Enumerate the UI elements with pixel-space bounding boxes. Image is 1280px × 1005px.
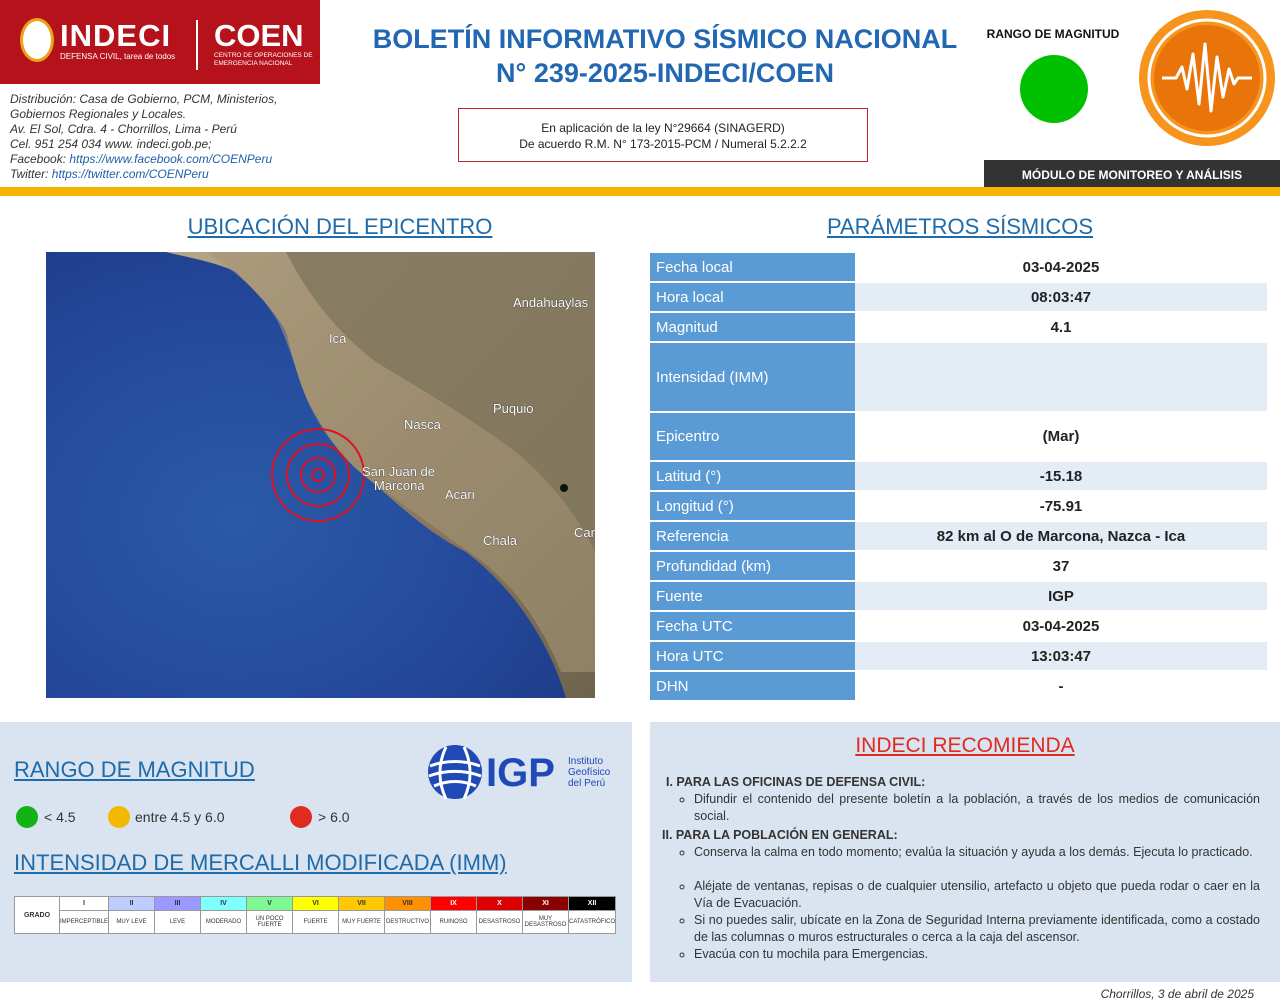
parameters-section-title: PARÁMETROS SÍSMICOS <box>826 214 1094 239</box>
param-value: - <box>855 672 1267 700</box>
map-marker <box>560 484 568 492</box>
contact-line: Av. El Sol, Cdra. 4 - Chorrillos, Lima - Perú <box>10 122 237 136</box>
header-divider-bar <box>0 187 1280 196</box>
table-row <box>650 612 1267 640</box>
param-value: 13:03:47 <box>855 642 1267 670</box>
list-item: ◦ Difundir el contenido del presente boletín a la población, a través de los medios de comunicación social. <box>694 791 1260 825</box>
table-row <box>650 582 1267 610</box>
map-label: Nasca <box>404 417 441 432</box>
list-item: ◦ Conserva la calma en todo momento; evalúa la situación y ayuda a los demás. Ejecuta lo practicado. <box>694 844 1260 861</box>
legend-dot-yellow <box>108 806 130 828</box>
table-row <box>650 492 1267 520</box>
map-label: Marcona <box>374 478 425 493</box>
param-value: -15.18 <box>855 462 1267 490</box>
mercalli-roman: XI <box>523 897 569 911</box>
bulletin-title: BOLETÍN INFORMATIVO SÍSMICO NACIONAL <box>372 24 958 54</box>
mercalli-roman: V <box>247 897 293 911</box>
facebook-link[interactable]: https://www.facebook.com/COENPeru <box>69 152 273 166</box>
mercalli-roman: VI <box>293 897 339 911</box>
table-row <box>650 413 1267 460</box>
igp-sub: del Perú <box>568 778 606 789</box>
param-value: 37 <box>855 552 1267 580</box>
igp-sub: Geofísico <box>568 767 611 778</box>
epicenter-map <box>46 252 595 698</box>
logo-indeci-tagline: DEFENSA CIVIL, tarea de todos <box>60 52 176 61</box>
map-label: Andahuaylas <box>513 295 589 310</box>
mercalli-name: IMPERCEPTIBLE <box>60 911 109 934</box>
param-label: Longitud (°) <box>650 492 855 520</box>
table-row <box>650 522 1267 550</box>
param-value <box>855 343 1267 411</box>
param-label: Fecha local <box>650 253 855 281</box>
law-line: En aplicación de la ley N°29664 (SINAGERD) <box>541 121 785 135</box>
table-row <box>650 253 1267 281</box>
param-label: Fecha UTC <box>650 612 855 640</box>
magnitude-range-label: RANGO DE MAGNITUD <box>986 27 1120 41</box>
table-row <box>650 672 1267 700</box>
legend-label: < 4.5 <box>44 809 76 825</box>
map-label: Puquio <box>493 401 534 416</box>
table-row <box>650 283 1267 311</box>
mercalli-name-row <box>15 911 616 934</box>
legend-label: entre 4.5 y 6.0 <box>135 809 225 825</box>
param-value: 03-04-2025 <box>855 253 1267 281</box>
mercalli-roman: IX <box>431 897 477 911</box>
law-reference-box <box>458 108 868 162</box>
param-label: Intensidad (IMM) <box>650 343 855 411</box>
rec-section2-items <box>662 844 1260 963</box>
mercalli-name: MODERADO <box>201 911 247 934</box>
mercalli-title: INTENSIDAD DE MERCALLI MODIFICADA (IMM) <box>14 850 507 875</box>
logo-divider <box>196 20 198 70</box>
monitoring-module-banner: MÓDULO DE MONITOREO Y ANÁLISIS <box>984 160 1280 188</box>
igp-logo <box>426 744 616 802</box>
grado-label: GRADO <box>15 897 60 934</box>
param-label: Magnitud <box>650 313 855 341</box>
rec-section1-items <box>662 791 1260 825</box>
footer-date: Chorrillos, 3 de abril de 2025 <box>1100 987 1254 1001</box>
param-label: Hora local <box>650 283 855 311</box>
rec-section-title: II. PARA LA POBLACIÓN EN GENERAL: <box>662 828 898 842</box>
seismic-parameters-table <box>650 251 1267 702</box>
twitter-line <box>10 167 310 182</box>
param-value: 4.1 <box>855 313 1267 341</box>
mercalli-name: MUY FUERTE <box>339 911 385 934</box>
map-label: Car <box>574 525 595 540</box>
map-label: San Juan de <box>362 464 436 479</box>
epicenter-section-title: UBICACIÓN DEL EPICENTRO <box>187 214 493 239</box>
twitter-label: Twitter: <box>10 167 52 181</box>
mercalli-name: MUY LEVE <box>109 911 155 934</box>
mercalli-name: CATASTRÓFICO <box>569 911 616 934</box>
logo-indeci-text: INDECI <box>60 18 172 53</box>
table-row <box>650 313 1267 341</box>
legend-dot-red <box>290 806 312 828</box>
contact-line: Distribución: Casa de Gobierno, PCM, Ministerios, <box>10 92 278 106</box>
mercalli-name: MUY DESASTROSO <box>523 911 569 934</box>
logo-coen-tagline: CENTRO DE OPERACIONES DE EMERGENCIA NACIONAL <box>214 52 313 67</box>
magnitude-range-title: RANGO DE MAGNITUD <box>14 757 255 782</box>
contact-line: Cel. 951 254 034 www. indeci.gob.pe; <box>10 137 212 151</box>
mercalli-scale-table <box>14 896 616 934</box>
param-value: 03-04-2025 <box>855 612 1267 640</box>
rec-section-title: I. PARA LAS OFICINAS DE DEFENSA CIVIL: <box>666 775 926 789</box>
mercalli-roman: I <box>60 897 109 911</box>
indeci-emblem-icon <box>20 18 54 62</box>
seismograph-icon <box>1138 9 1276 147</box>
legend-label: > 6.0 <box>318 809 350 825</box>
law-line: De acuerdo R.M. N° 173-2015-PCM / Numeral 5.2.2.2 <box>519 137 807 151</box>
mercalli-roman: X <box>477 897 523 911</box>
bulletin-number: N° 239-2025-INDECI/COEN <box>496 58 834 88</box>
logo-coen-text: COEN <box>214 18 304 53</box>
list-item: ◦ Aléjate de ventanas, repisas o de cualquier utensilio, artefacto u objeto que pueda rodar o caer en la Vía de Evacuación. <box>694 878 1260 912</box>
table-row <box>650 343 1267 411</box>
param-label: Hora UTC <box>650 642 855 670</box>
mercalli-name: LEVE <box>155 911 201 934</box>
list-item: ◦ Evacúa con tu mochila para Emergencias. <box>694 946 1260 963</box>
param-label: Latitud (°) <box>650 462 855 490</box>
map-label: Chala <box>483 533 517 548</box>
table-row <box>650 462 1267 490</box>
param-label: Fuente <box>650 582 855 610</box>
recommendations-list <box>662 772 1260 963</box>
mercalli-roman: IV <box>201 897 247 911</box>
param-value: IGP <box>855 582 1267 610</box>
facebook-label: Facebook: <box>10 152 70 166</box>
mercalli-name: DESTRUCTIVO <box>385 911 431 934</box>
mercalli-name: FUERTE <box>293 911 339 934</box>
param-label: DHN <box>650 672 855 700</box>
param-value: 82 km al O de Marcona, Nazca - Ica <box>855 522 1267 550</box>
contact-info <box>10 92 310 182</box>
mercalli-name: UN POCO FUERTE <box>247 911 293 934</box>
contact-line: Gobiernos Regionales y Locales. <box>10 107 187 121</box>
mercalli-name: RUINOSO <box>431 911 477 934</box>
mercalli-name: DESASTROSO <box>477 911 523 934</box>
param-label: Epicentro <box>650 413 855 460</box>
table-row <box>650 552 1267 580</box>
twitter-link[interactable]: https://twitter.com/COENPeru <box>51 167 209 181</box>
param-label: Referencia <box>650 522 855 550</box>
list-item: ◦ Si no puedes salir, ubícate en la Zona de Seguridad Interna previamente identificada, como a costado de las columnas o muros estructurales o cerca a la caja del ascensor. <box>694 912 1260 946</box>
legend-dot-green <box>16 806 38 828</box>
param-value: 08:03:47 <box>855 283 1267 311</box>
table-row <box>650 642 1267 670</box>
recommendations-title: INDECI RECOMIENDA <box>855 734 1075 757</box>
igp-name: IGP <box>486 751 555 795</box>
mercalli-grade-row <box>15 897 616 911</box>
map-label: Acari <box>445 487 475 502</box>
param-label: Profundidad (km) <box>650 552 855 580</box>
map-label: Ica <box>329 331 347 346</box>
mercalli-roman: II <box>109 897 155 911</box>
param-value: (Mar) <box>855 413 1267 460</box>
mercalli-roman: VIII <box>385 897 431 911</box>
mercalli-roman: VII <box>339 897 385 911</box>
facebook-line <box>10 152 310 167</box>
magnitude-indicator <box>1020 55 1088 123</box>
param-value: -75.91 <box>855 492 1267 520</box>
mercalli-roman: III <box>155 897 201 911</box>
mercalli-roman: XII <box>569 897 616 911</box>
igp-sub: Instituto <box>568 756 604 767</box>
